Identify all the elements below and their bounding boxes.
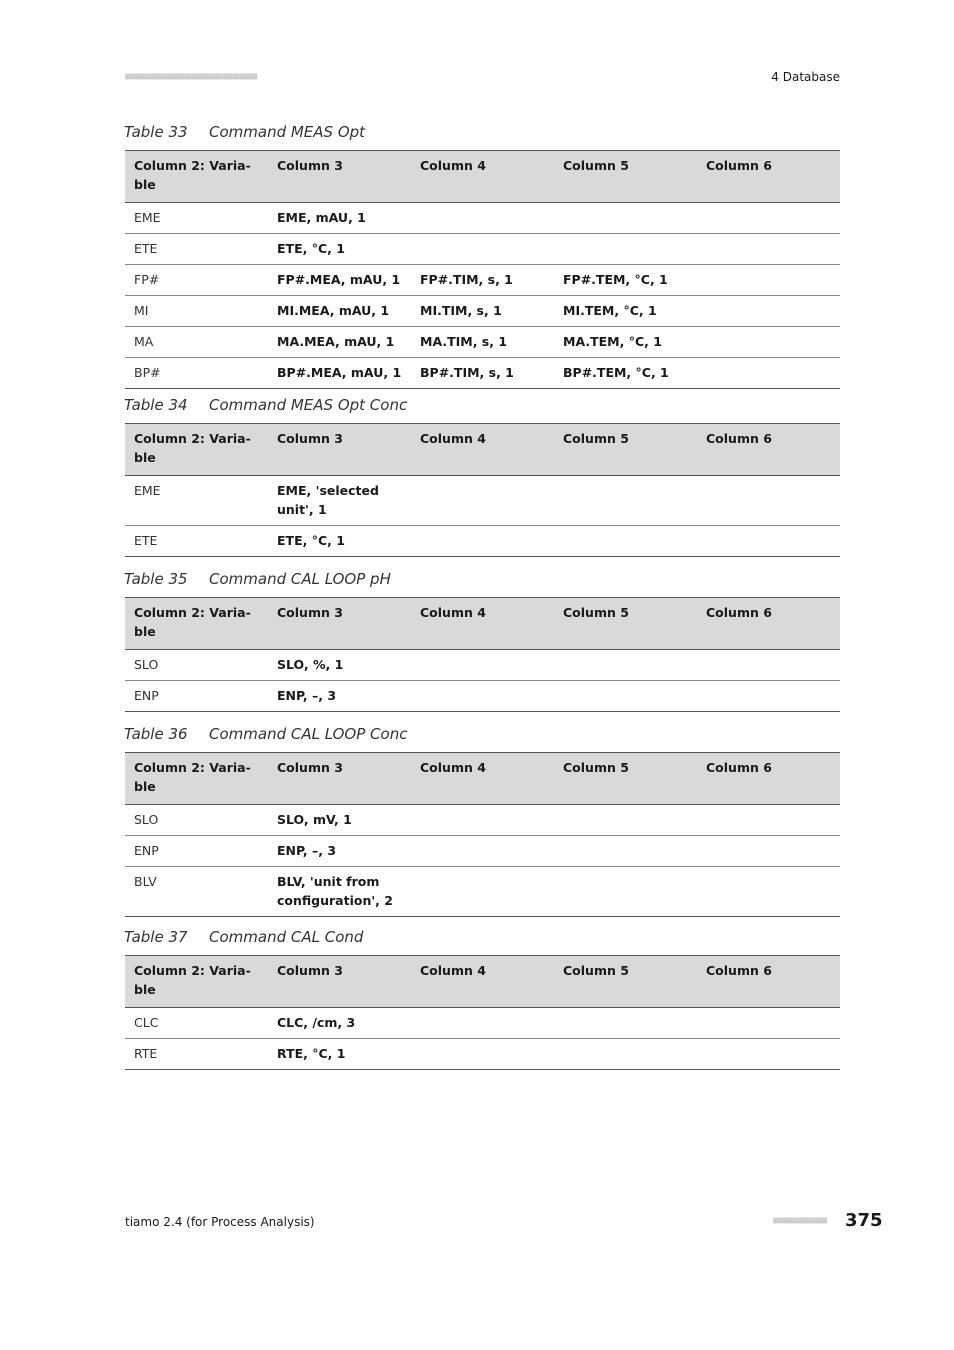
- table-header-row: [125, 598, 840, 650]
- value-cell: ETE, °C, 1: [268, 234, 411, 265]
- value-cell: FP#.TEM, °C, 1: [554, 265, 697, 296]
- table-row: [125, 234, 840, 265]
- table-row: [125, 681, 840, 712]
- value-cell: [697, 867, 840, 917]
- footer-decoration: ■■■■■■■■■: [773, 1215, 828, 1226]
- value-cell: EME, 'selected unit', 1: [268, 476, 411, 526]
- table-caption: [124, 928, 363, 946]
- header-decoration: ■■■■■■■■■■■■■■■■■■■■■■: [125, 71, 258, 82]
- variable-cell: SLO: [125, 650, 268, 681]
- table-title: Command MEAS Opt Conc: [209, 396, 408, 414]
- value-cell: MI.MEA, mAU, 1: [268, 296, 411, 327]
- table-header-row: [125, 753, 840, 805]
- value-cell: BLV, 'unit from configuration', 2: [268, 867, 411, 917]
- table-row: [125, 296, 840, 327]
- footer-product-name: tiamo 2.4 (for Process Analysis): [125, 1215, 315, 1229]
- value-cell: [697, 234, 840, 265]
- value-cell: [411, 681, 554, 712]
- variable-cell: ETE: [125, 526, 268, 557]
- value-cell: [411, 526, 554, 557]
- column-header: Column 3: [268, 151, 411, 203]
- table-number: Table 35: [124, 570, 188, 588]
- table-row: [125, 358, 840, 389]
- value-cell: [697, 476, 840, 526]
- value-cell: SLO, %, 1: [268, 650, 411, 681]
- value-cell: [697, 1039, 840, 1070]
- value-cell: FP#.MEA, mAU, 1: [268, 265, 411, 296]
- variable-cell: CLC: [125, 1008, 268, 1039]
- table-caption: [124, 123, 365, 141]
- variable-cell: FP#: [125, 265, 268, 296]
- value-cell: [697, 836, 840, 867]
- value-cell: [411, 203, 554, 234]
- column-header: Column 4: [411, 956, 554, 1008]
- value-cell: CLC, /cm, 3: [268, 1008, 411, 1039]
- table-row: [125, 805, 840, 836]
- value-cell: ETE, °C, 1: [268, 526, 411, 557]
- column-header: Column 3: [268, 598, 411, 650]
- column-header: Column 6: [697, 598, 840, 650]
- value-cell: [411, 476, 554, 526]
- value-cell: ENP, –, 3: [268, 836, 411, 867]
- value-cell: [697, 265, 840, 296]
- column-header: Column 6: [697, 753, 840, 805]
- table-row: [125, 650, 840, 681]
- table-header-row: [125, 424, 840, 476]
- value-cell: RTE, °C, 1: [268, 1039, 411, 1070]
- column-header: Column 6: [697, 424, 840, 476]
- value-cell: [697, 681, 840, 712]
- value-cell: [554, 836, 697, 867]
- column-header: Column 2: Varia- ble: [125, 598, 268, 650]
- variable-cell: MI: [125, 296, 268, 327]
- column-header: Column 2: Varia- ble: [125, 956, 268, 1008]
- table-number: Table 34: [124, 396, 188, 414]
- value-cell: MI.TEM, °C, 1: [554, 296, 697, 327]
- value-cell: [697, 526, 840, 557]
- table-row: [125, 836, 840, 867]
- column-header: Column 4: [411, 598, 554, 650]
- table-row: [125, 203, 840, 234]
- table-caption: [124, 725, 407, 743]
- variable-cell: RTE: [125, 1039, 268, 1070]
- value-cell: [411, 867, 554, 917]
- value-cell: MA.TEM, °C, 1: [554, 327, 697, 358]
- value-cell: [554, 867, 697, 917]
- value-cell: [411, 805, 554, 836]
- value-cell: [697, 358, 840, 389]
- value-cell: [411, 836, 554, 867]
- data-table: [125, 150, 840, 389]
- data-table: [125, 752, 840, 917]
- value-cell: [411, 650, 554, 681]
- column-header: Column 6: [697, 151, 840, 203]
- variable-cell: EME: [125, 476, 268, 526]
- value-cell: [697, 650, 840, 681]
- table-row: [125, 1008, 840, 1039]
- column-header: Column 3: [268, 424, 411, 476]
- value-cell: [697, 296, 840, 327]
- column-header: Column 4: [411, 424, 554, 476]
- table-row: [125, 526, 840, 557]
- table-number: Table 36: [124, 725, 188, 743]
- value-cell: [554, 1008, 697, 1039]
- variable-cell: SLO: [125, 805, 268, 836]
- variable-cell: ENP: [125, 681, 268, 712]
- column-header: Column 3: [268, 956, 411, 1008]
- data-table: [125, 597, 840, 712]
- table-title: Command CAL LOOP pH: [209, 570, 391, 588]
- column-header: Column 2: Varia- ble: [125, 151, 268, 203]
- value-cell: [697, 203, 840, 234]
- table-number: Table 33: [124, 123, 188, 141]
- value-cell: BP#.MEA, mAU, 1: [268, 358, 411, 389]
- column-header: Column 6: [697, 956, 840, 1008]
- table-row: [125, 867, 840, 917]
- table-row: [125, 476, 840, 526]
- variable-cell: ETE: [125, 234, 268, 265]
- value-cell: MA.MEA, mAU, 1: [268, 327, 411, 358]
- value-cell: [554, 681, 697, 712]
- value-cell: [411, 1039, 554, 1070]
- value-cell: BP#.TIM, s, 1: [411, 358, 554, 389]
- variable-cell: BLV: [125, 867, 268, 917]
- value-cell: [697, 805, 840, 836]
- value-cell: [554, 234, 697, 265]
- column-header: Column 4: [411, 151, 554, 203]
- column-header: Column 2: Varia- ble: [125, 753, 268, 805]
- table-header-row: [125, 151, 840, 203]
- column-header: Column 2: Varia- ble: [125, 424, 268, 476]
- variable-cell: EME: [125, 203, 268, 234]
- value-cell: [554, 526, 697, 557]
- data-table: [125, 955, 840, 1070]
- table-header-row: [125, 956, 840, 1008]
- value-cell: [554, 1039, 697, 1070]
- table-row: [125, 327, 840, 358]
- column-header: Column 5: [554, 598, 697, 650]
- value-cell: ENP, –, 3: [268, 681, 411, 712]
- value-cell: [554, 203, 697, 234]
- variable-cell: BP#: [125, 358, 268, 389]
- table-number: Table 37: [124, 928, 188, 946]
- value-cell: [554, 650, 697, 681]
- table-title: Command MEAS Opt: [209, 123, 366, 141]
- value-cell: MA.TIM, s, 1: [411, 327, 554, 358]
- value-cell: SLO, mV, 1: [268, 805, 411, 836]
- value-cell: [554, 805, 697, 836]
- value-cell: EME, mAU, 1: [268, 203, 411, 234]
- table-caption: [124, 570, 391, 588]
- table-row: [125, 1039, 840, 1070]
- variable-cell: ENP: [125, 836, 268, 867]
- value-cell: [554, 476, 697, 526]
- column-header: Column 3: [268, 753, 411, 805]
- table-title: Command CAL Cond: [209, 928, 364, 946]
- value-cell: [697, 1008, 840, 1039]
- value-cell: [411, 1008, 554, 1039]
- value-cell: MI.TIM, s, 1: [411, 296, 554, 327]
- table-row: [125, 265, 840, 296]
- column-header: Column 5: [554, 956, 697, 1008]
- value-cell: [697, 327, 840, 358]
- page-number: 375: [845, 1210, 883, 1231]
- column-header: Column 5: [554, 753, 697, 805]
- column-header: Column 4: [411, 753, 554, 805]
- column-header: Column 5: [554, 151, 697, 203]
- table-caption: [124, 396, 407, 414]
- data-table: [125, 423, 840, 557]
- section-title: 4 Database: [771, 70, 840, 84]
- value-cell: [411, 234, 554, 265]
- value-cell: BP#.TEM, °C, 1: [554, 358, 697, 389]
- value-cell: FP#.TIM, s, 1: [411, 265, 554, 296]
- column-header: Column 5: [554, 424, 697, 476]
- table-title: Command CAL LOOP Conc: [209, 725, 408, 743]
- variable-cell: MA: [125, 327, 268, 358]
